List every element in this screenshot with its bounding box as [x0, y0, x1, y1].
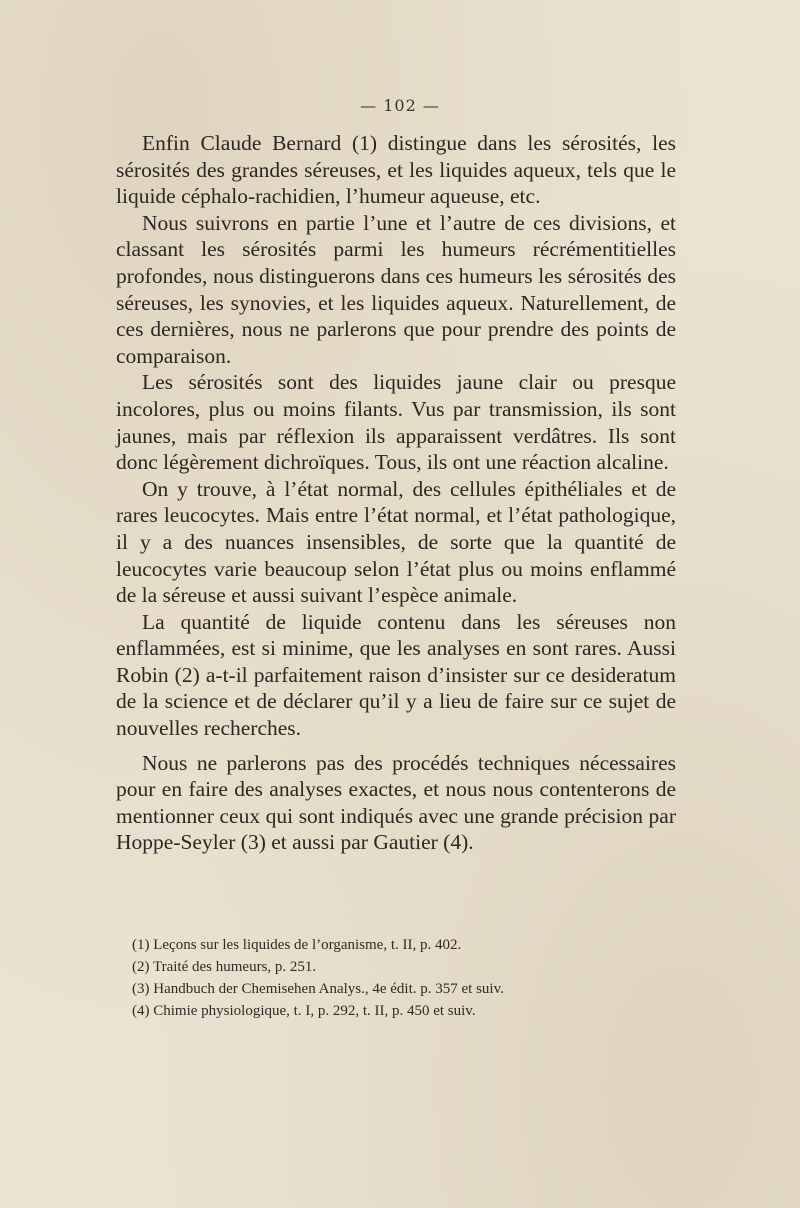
paragraph-2: Nous suivrons en partie l’une et l’autre de ces divisions, et classant les sérosités parmi les humeurs récrémentitielles profondes, nous distinguerons dans ces humeurs les sérosités des séreuses, les synovies, et les liquides aqueux. Naturellement, de ces dernières, nous ne parlerons que pour prendre des points de comparaison. [116, 210, 676, 368]
paragraph-4: On y trouve, à l’état normal, des cellules épithéliales et de rares leucocytes. Mais entre l’état normal, et l’état pathologique, il y a des nuances insensibles, de sorte que la quantité de leucocytes varie beaucoup selon l’état plus ou moins enflammé de la séreuse et aussi suivant l’espèce animale. [116, 476, 676, 608]
body-text [116, 130, 676, 856]
paragraph-3: Les sérosités sont des liquides jaune clair ou presque incolores, plus ou moins filants. Vus par transmission, ils sont jaunes, mais par réflexion ils apparaissent verdâtres. Ils sont donc légèrement dichroïques. Tous, ils ont une réaction alcaline. [116, 370, 676, 475]
footnote-1: (1) Leçons sur les liquides de l’organisme, t. II, p. 402. [132, 937, 462, 953]
footnote-3: (3) Handbuch der Chemisehen Analys., 4e édit. p. 357 et suiv. [132, 981, 504, 997]
paragraph-6: Nous ne parlerons pas des procédés techniques nécessaires pour en faire des analyses exactes, et nous nous contenterons de mentionner ceux qui sont indiqués avec une grande précision par Hoppe-Seyler (3) et aussi par Gautier (4). [116, 750, 676, 855]
page-number: — 102 — [360, 96, 440, 115]
paragraph-5: La quantité de liquide contenu dans les séreuses non enflammées, est si minime, que les analyses en sont rares. Aussi Robin (2) a-t-il parfaitement raison d’insister sur ce desideratum de la science et de déclarer qu’il y a lieu de faire sur ce sujet de nouvelles recherches. [116, 609, 676, 741]
footnote-4: (4) Chimie physiologique, t. I, p. 292, t. II, p. 450 et suiv. [132, 1003, 476, 1019]
paragraph-1: Enfin Claude Bernard (1) distingue dans les sérosités, les sérosités des grandes séreuses, et les liquides aqueux, tels que le liquide céphalo-rachidien, l’humeur aqueuse, etc. [116, 131, 676, 209]
footnotes [116, 934, 676, 1022]
footnote-2: (2) Traité des humeurs, p. 251. [132, 959, 317, 975]
